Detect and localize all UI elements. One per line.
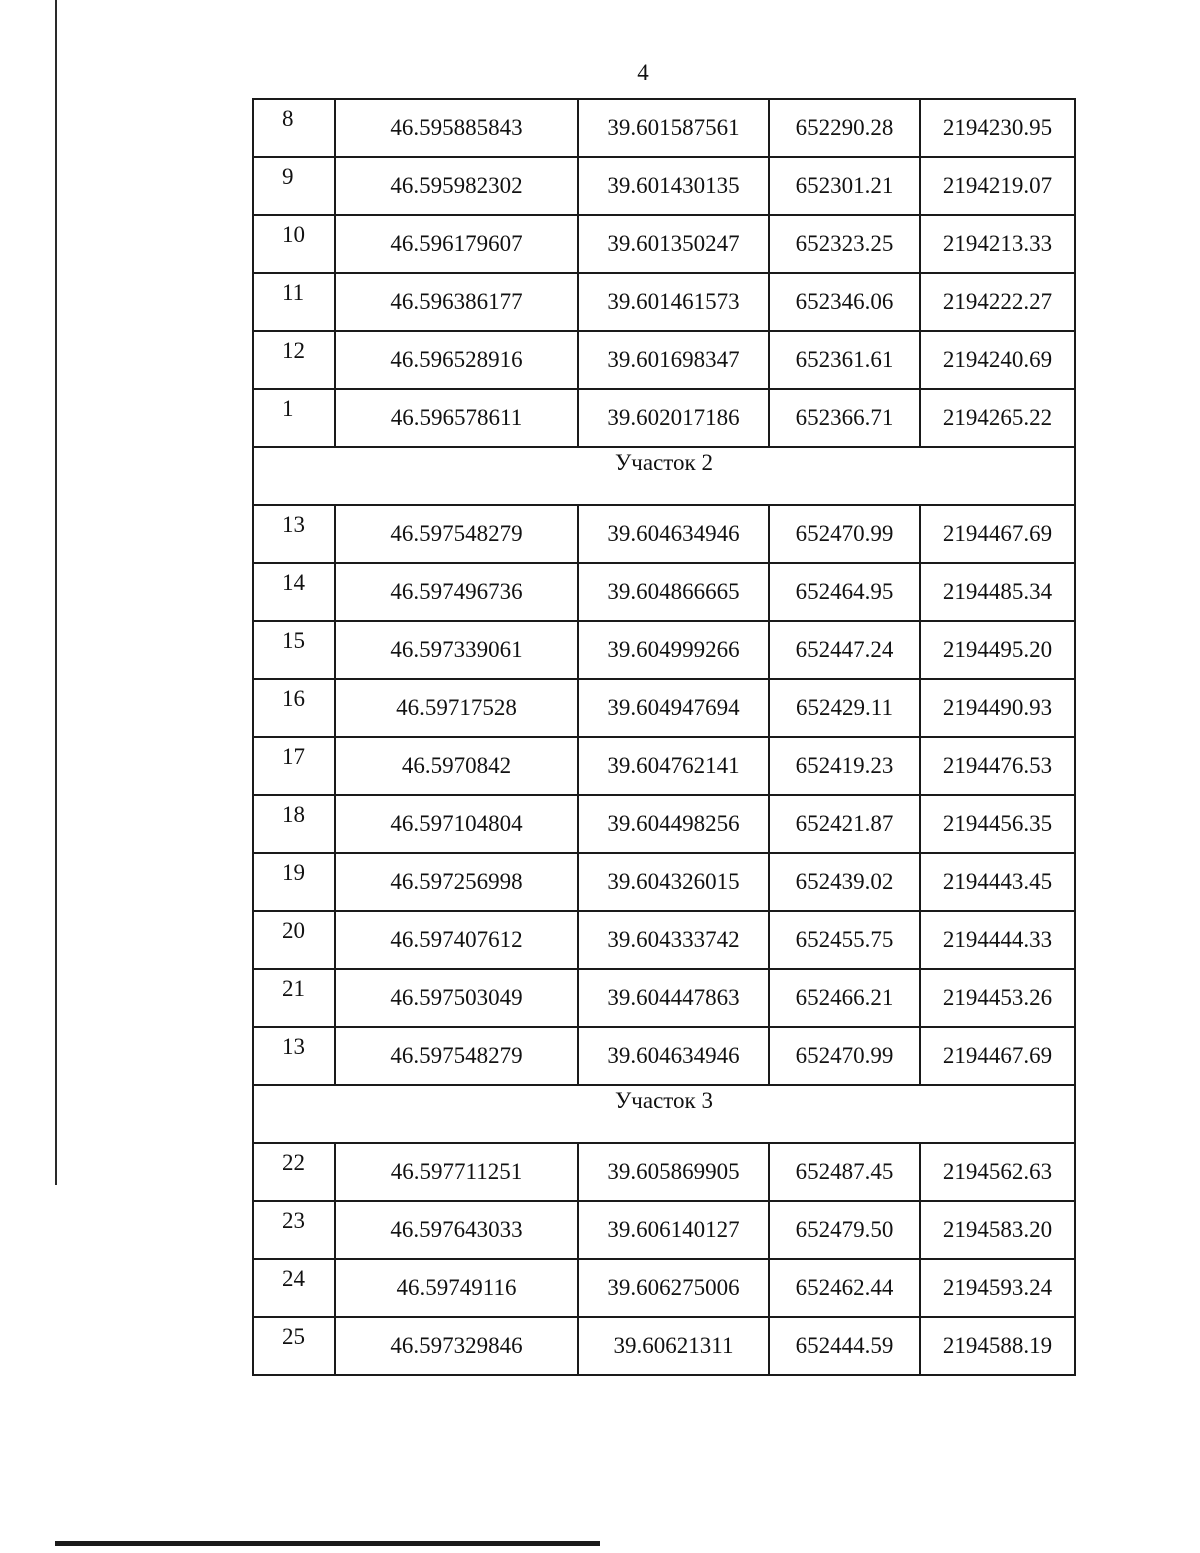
latitude-cell: 46.59717528 <box>335 679 578 737</box>
latitude-cell: 46.596528916 <box>335 331 578 389</box>
table-row <box>253 853 1075 911</box>
coordinate-x-cell: 652466.21 <box>769 969 920 1027</box>
coordinate-x-cell: 652290.28 <box>769 99 920 157</box>
longitude-cell: 39.604947694 <box>578 679 769 737</box>
coordinate-y-cell: 2194230.95 <box>920 99 1075 157</box>
coordinate-y-cell: 2194467.69 <box>920 505 1075 563</box>
coordinates-table-body <box>253 99 1075 1375</box>
longitude-cell: 39.604999266 <box>578 621 769 679</box>
point-number-cell: 14 <box>253 563 335 621</box>
coordinate-x-cell: 652366.71 <box>769 389 920 447</box>
table-row <box>253 1259 1075 1317</box>
point-number-cell: 22 <box>253 1143 335 1201</box>
table-row <box>253 389 1075 447</box>
coordinate-y-cell: 2194485.34 <box>920 563 1075 621</box>
latitude-cell: 46.597496736 <box>335 563 578 621</box>
coordinate-y-cell: 2194453.26 <box>920 969 1075 1027</box>
longitude-cell: 39.604762141 <box>578 737 769 795</box>
latitude-cell: 46.597339061 <box>335 621 578 679</box>
coordinate-x-cell: 652447.24 <box>769 621 920 679</box>
coordinates-table <box>252 98 1076 1376</box>
coordinate-y-cell: 2194490.93 <box>920 679 1075 737</box>
latitude-cell: 46.5970842 <box>335 737 578 795</box>
longitude-cell: 39.604634946 <box>578 505 769 563</box>
longitude-cell: 39.601430135 <box>578 157 769 215</box>
left-margin-line <box>55 0 57 1185</box>
coordinate-x-cell: 652323.25 <box>769 215 920 273</box>
latitude-cell: 46.597643033 <box>335 1201 578 1259</box>
latitude-cell: 46.597407612 <box>335 911 578 969</box>
bottom-rule <box>55 1541 600 1546</box>
table-row <box>253 563 1075 621</box>
longitude-cell: 39.60621311 <box>578 1317 769 1375</box>
longitude-cell: 39.601350247 <box>578 215 769 273</box>
longitude-cell: 39.606140127 <box>578 1201 769 1259</box>
latitude-cell: 46.597548279 <box>335 1027 578 1085</box>
point-number-cell: 24 <box>253 1259 335 1317</box>
point-number-cell: 10 <box>253 215 335 273</box>
table-row <box>253 621 1075 679</box>
coordinate-x-cell: 652361.61 <box>769 331 920 389</box>
table-row <box>253 215 1075 273</box>
table-row <box>253 795 1075 853</box>
point-number-cell: 25 <box>253 1317 335 1375</box>
longitude-cell: 39.601698347 <box>578 331 769 389</box>
coordinate-x-cell: 652346.06 <box>769 273 920 331</box>
coordinate-y-cell: 2194219.07 <box>920 157 1075 215</box>
table-row <box>253 1201 1075 1259</box>
coordinate-y-cell: 2194443.45 <box>920 853 1075 911</box>
longitude-cell: 39.605869905 <box>578 1143 769 1201</box>
coordinate-y-cell: 2194476.53 <box>920 737 1075 795</box>
point-number-cell: 13 <box>253 505 335 563</box>
point-number-cell: 1 <box>253 389 335 447</box>
table-row <box>253 1027 1075 1085</box>
table-row <box>253 1143 1075 1201</box>
table-row <box>253 969 1075 1027</box>
longitude-cell: 39.604866665 <box>578 563 769 621</box>
longitude-cell: 39.604634946 <box>578 1027 769 1085</box>
point-number-cell: 18 <box>253 795 335 853</box>
coordinate-x-cell: 652479.50 <box>769 1201 920 1259</box>
table-row <box>253 157 1075 215</box>
coordinate-y-cell: 2194456.35 <box>920 795 1075 853</box>
latitude-cell: 46.597503049 <box>335 969 578 1027</box>
table-row <box>253 679 1075 737</box>
longitude-cell: 39.604333742 <box>578 911 769 969</box>
coordinate-y-cell: 2194240.69 <box>920 331 1075 389</box>
coordinate-y-cell: 2194583.20 <box>920 1201 1075 1259</box>
section-row <box>253 1085 1075 1143</box>
point-number-cell: 15 <box>253 621 335 679</box>
table-row <box>253 911 1075 969</box>
coordinate-x-cell: 652462.44 <box>769 1259 920 1317</box>
section-title: Участок 2 <box>253 447 1075 505</box>
point-number-cell: 8 <box>253 99 335 157</box>
latitude-cell: 46.595885843 <box>335 99 578 157</box>
table-row <box>253 331 1075 389</box>
latitude-cell: 46.596386177 <box>335 273 578 331</box>
longitude-cell: 39.604326015 <box>578 853 769 911</box>
coordinate-y-cell: 2194495.20 <box>920 621 1075 679</box>
point-number-cell: 21 <box>253 969 335 1027</box>
coordinate-x-cell: 652464.95 <box>769 563 920 621</box>
coordinate-x-cell: 652444.59 <box>769 1317 920 1375</box>
point-number-cell: 12 <box>253 331 335 389</box>
section-row <box>253 447 1075 505</box>
section-title: Участок 3 <box>253 1085 1075 1143</box>
latitude-cell: 46.596578611 <box>335 389 578 447</box>
latitude-cell: 46.597104804 <box>335 795 578 853</box>
coordinate-x-cell: 652301.21 <box>769 157 920 215</box>
point-number-cell: 20 <box>253 911 335 969</box>
latitude-cell: 46.597329846 <box>335 1317 578 1375</box>
longitude-cell: 39.601587561 <box>578 99 769 157</box>
point-number-cell: 11 <box>253 273 335 331</box>
longitude-cell: 39.606275006 <box>578 1259 769 1317</box>
table-row <box>253 1317 1075 1375</box>
coordinate-y-cell: 2194588.19 <box>920 1317 1075 1375</box>
coordinate-x-cell: 652470.99 <box>769 505 920 563</box>
longitude-cell: 39.604447863 <box>578 969 769 1027</box>
coordinate-x-cell: 652455.75 <box>769 911 920 969</box>
longitude-cell: 39.602017186 <box>578 389 769 447</box>
coordinate-y-cell: 2194562.63 <box>920 1143 1075 1201</box>
coordinate-y-cell: 2194222.27 <box>920 273 1075 331</box>
coordinate-x-cell: 652419.23 <box>769 737 920 795</box>
point-number-cell: 23 <box>253 1201 335 1259</box>
latitude-cell: 46.597711251 <box>335 1143 578 1201</box>
coordinate-x-cell: 652487.45 <box>769 1143 920 1201</box>
coordinate-x-cell: 652470.99 <box>769 1027 920 1085</box>
page-number: 4 <box>637 60 649 85</box>
latitude-cell: 46.597256998 <box>335 853 578 911</box>
longitude-cell: 39.604498256 <box>578 795 769 853</box>
table-row <box>253 737 1075 795</box>
table-row <box>253 505 1075 563</box>
coordinate-x-cell: 652439.02 <box>769 853 920 911</box>
table-row <box>253 99 1075 157</box>
point-number-cell: 17 <box>253 737 335 795</box>
latitude-cell: 46.597548279 <box>335 505 578 563</box>
point-number-cell: 9 <box>253 157 335 215</box>
point-number-cell: 19 <box>253 853 335 911</box>
latitude-cell: 46.59749116 <box>335 1259 578 1317</box>
point-number-cell: 16 <box>253 679 335 737</box>
longitude-cell: 39.601461573 <box>578 273 769 331</box>
coordinate-y-cell: 2194593.24 <box>920 1259 1075 1317</box>
latitude-cell: 46.596179607 <box>335 215 578 273</box>
coordinate-x-cell: 652429.11 <box>769 679 920 737</box>
coordinate-y-cell: 2194444.33 <box>920 911 1075 969</box>
point-number-cell: 13 <box>253 1027 335 1085</box>
latitude-cell: 46.595982302 <box>335 157 578 215</box>
coordinate-y-cell: 2194213.33 <box>920 215 1075 273</box>
coordinate-x-cell: 652421.87 <box>769 795 920 853</box>
coordinate-y-cell: 2194467.69 <box>920 1027 1075 1085</box>
table-row <box>253 273 1075 331</box>
coordinate-y-cell: 2194265.22 <box>920 389 1075 447</box>
